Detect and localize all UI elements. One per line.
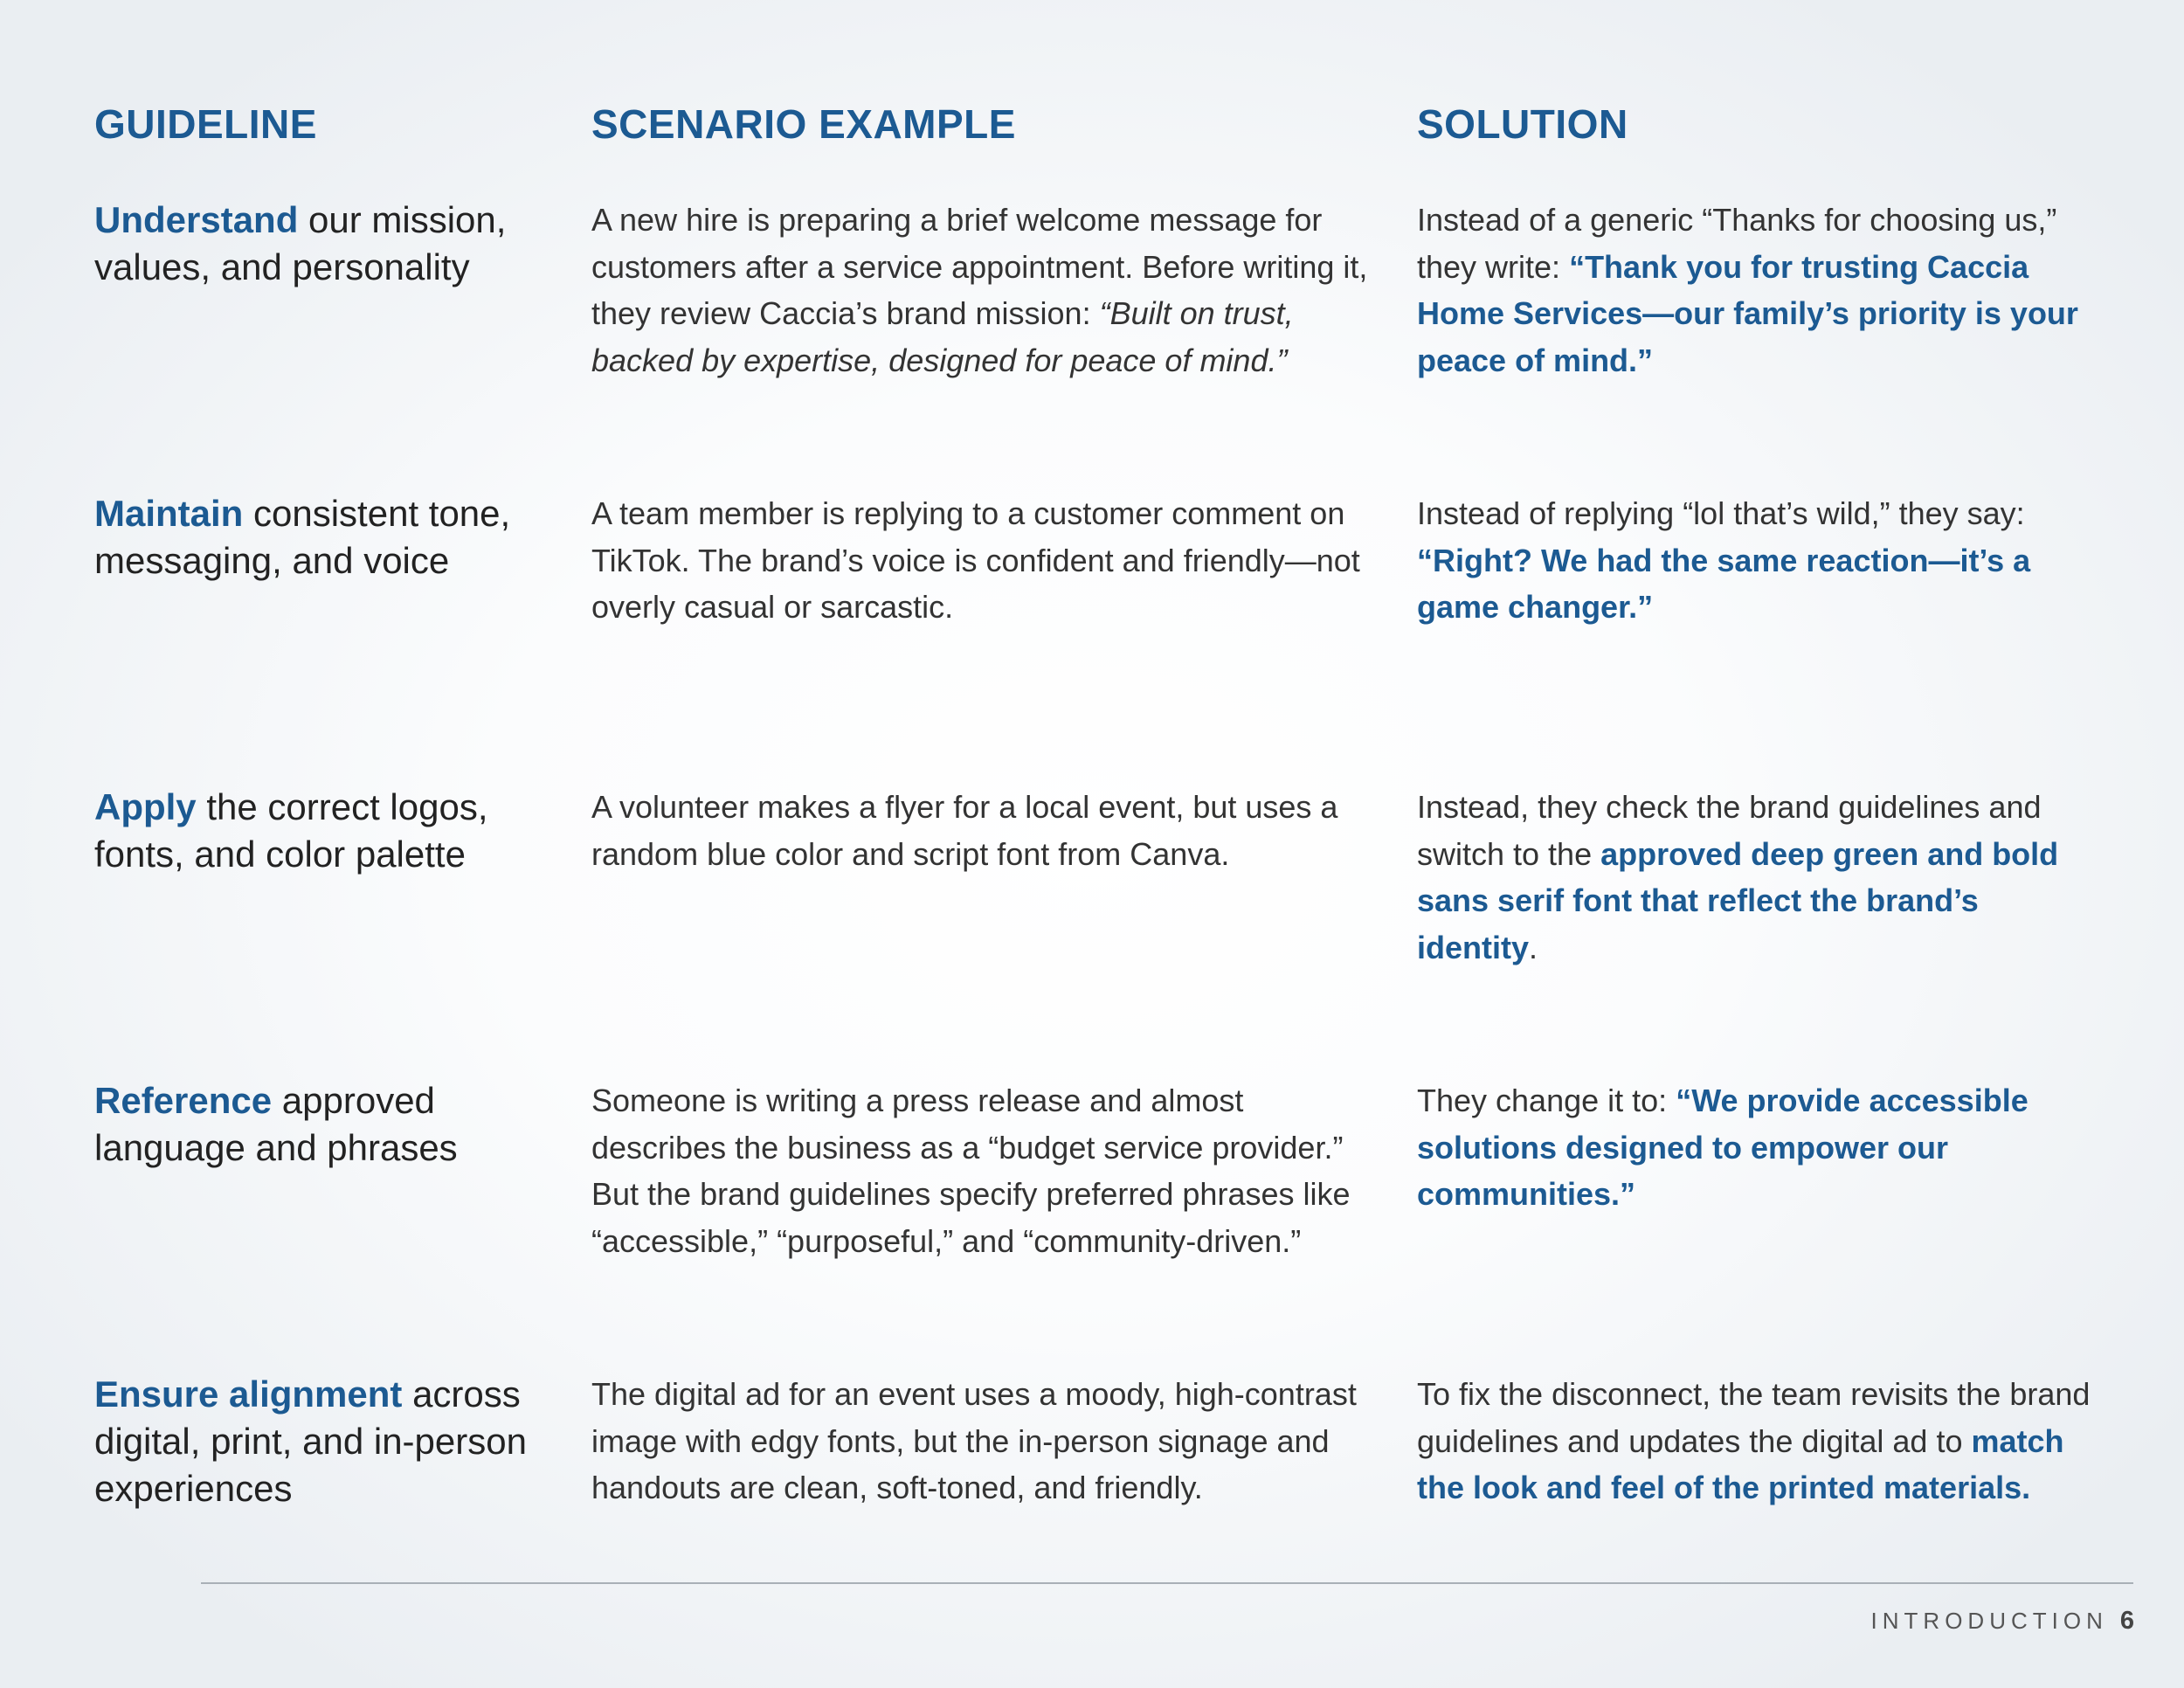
solution-highlight: approved deep green and bold sans serif font that reflect the brand’s identity xyxy=(1417,835,2059,965)
solution-text: Instead of replying “lol that’s wild,” they say: xyxy=(1417,495,2025,531)
solution-highlight: “Right? We had the same reaction—it’s a game changer.” xyxy=(1417,542,2031,625)
scenario-text: A new hire is preparing a brief welcome message for customers after a service appointment. Before writing it, they review Caccia’s brand mission: xyxy=(591,202,1368,331)
solution-text-end: . xyxy=(1529,929,1538,965)
column-header-guideline: GUIDELINE xyxy=(94,101,317,147)
page-number: 6 xyxy=(2119,1607,2134,1635)
guideline-text: our mission, values, and personality xyxy=(94,199,507,287)
scenario-cell xyxy=(591,197,1369,384)
footer-section-label: INTRODUCTION xyxy=(1870,1608,2108,1634)
guideline-text: consistent tone, messaging, and voice xyxy=(94,493,511,581)
scenario-text: The digital ad for an event uses a moody, high-contrast image with edgy fonts, but the in-person signage and handouts are clean, soft-toned, and friendly. xyxy=(591,1376,1357,1505)
solution-text: To fix the disconnect, the team revisits the brand guidelines and updates the digital ad to xyxy=(1417,1376,2091,1459)
solution-cell xyxy=(1417,784,2107,971)
column-header-scenario: SCENARIO EXAMPLE xyxy=(591,101,1016,147)
guideline-keyword: Maintain xyxy=(94,493,244,534)
footer-divider xyxy=(201,1582,2133,1584)
scenario-cell xyxy=(591,784,1369,877)
guideline-cell xyxy=(94,1371,566,1512)
scenario-cell xyxy=(591,1371,1369,1512)
guideline-text: across digital, print, and in-person experiences xyxy=(94,1373,527,1509)
guideline-text: approved language and phrases xyxy=(94,1080,458,1168)
scenario-cell xyxy=(591,1077,1369,1264)
solution-highlight: “Thank you for trusting Caccia Home Services—our family’s priority is your peace of mind.” xyxy=(1417,248,2078,378)
guideline-cell xyxy=(94,784,566,878)
scenario-quote: “Built on trust, backed by expertise, designed for peace of mind.” xyxy=(591,295,1294,378)
column-header-solution: SOLUTION xyxy=(1417,101,1628,147)
guideline-keyword: Apply xyxy=(94,786,197,827)
solution-highlight: “We provide accessible solutions designed to empower our communities.” xyxy=(1417,1083,2028,1212)
solution-text: They change it to: xyxy=(1417,1083,1676,1118)
guideline-text: the correct logos, fonts, and color palette xyxy=(94,786,488,875)
solution-text: Instead of a generic “Thanks for choosing us,” they write: xyxy=(1417,202,2057,285)
scenario-text: Someone is writing a press release and almost describes the business as a “budget service provider.” But the brand guidelines specify preferred phrases like “accessible,” “purposeful,” and “community-driven.” xyxy=(591,1083,1351,1259)
solution-cell xyxy=(1417,1371,2107,1512)
guideline-cell xyxy=(94,197,566,291)
page-footer xyxy=(1871,1606,2134,1636)
guideline-keyword: Understand xyxy=(94,199,299,240)
scenario-text: A volunteer makes a flyer for a local event, but uses a random blue color and script font from Canva. xyxy=(591,789,1338,872)
solution-highlight: match the look and feel of the printed materials. xyxy=(1417,1422,2064,1505)
scenario-text: A team member is replying to a customer comment on TikTok. The brand’s voice is confident and friendly—not overly casual or sarcastic. xyxy=(591,495,1360,625)
solution-cell xyxy=(1417,197,2107,384)
guideline-cell xyxy=(94,490,566,585)
guideline-cell xyxy=(94,1077,566,1172)
guideline-keyword: Ensure alignment xyxy=(94,1373,403,1415)
guideline-keyword: Reference xyxy=(94,1080,273,1121)
solution-cell xyxy=(1417,1077,2107,1218)
solution-text: Instead, they check the brand guidelines and switch to the xyxy=(1417,789,2042,872)
scenario-cell xyxy=(591,490,1369,631)
solution-cell xyxy=(1417,490,2107,631)
